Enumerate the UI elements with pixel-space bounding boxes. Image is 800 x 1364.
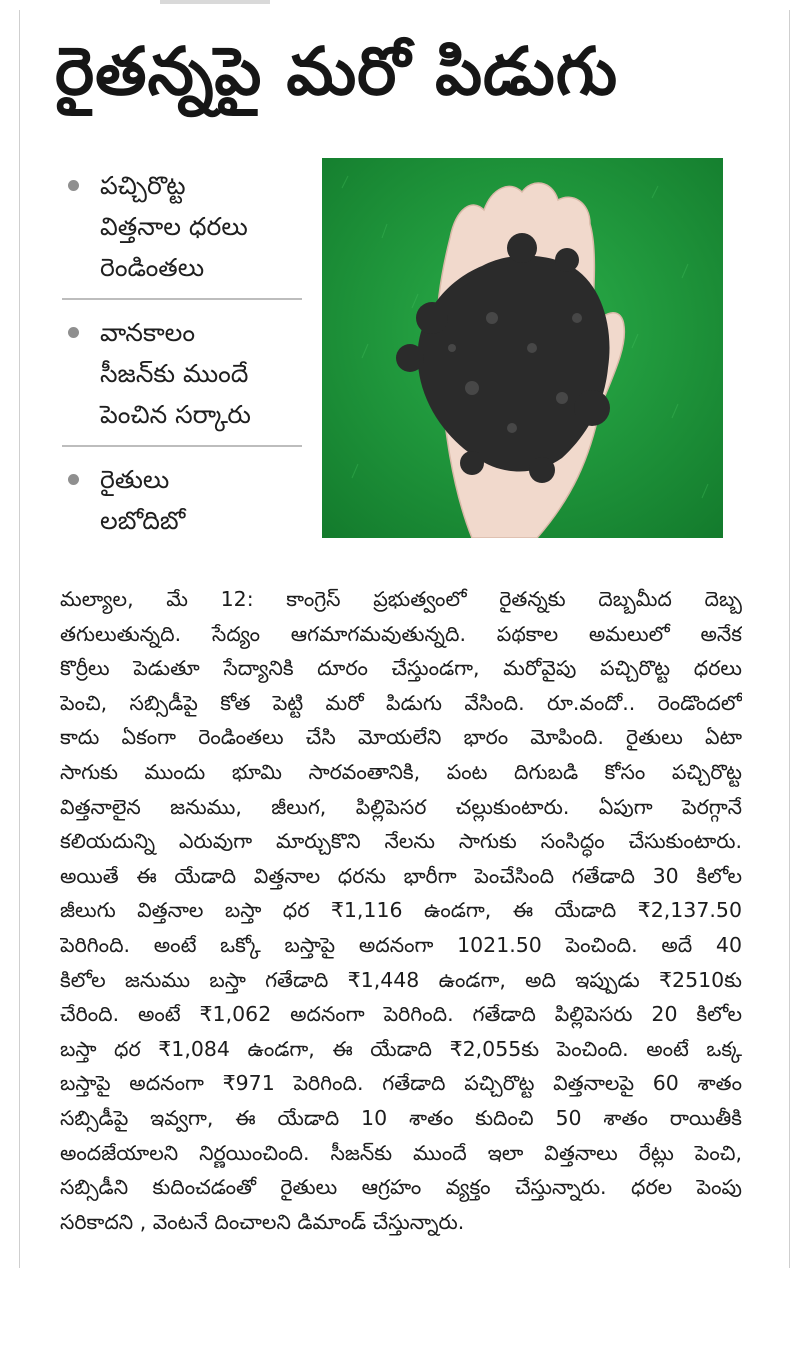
right-column-rule (789, 10, 790, 1268)
article-line: పెంచి, సబ్సిడీపై కోత పెట్టి మరో పిడుగు వేసింది. రూ.వందో.. రెండొందలో (60, 690, 742, 715)
article-line: బస్తా ధర ₹1,084 ఉండగా, ఈ యేడాది ₹2,055కు పెంచింది. అంటే ఒక్క (60, 1036, 742, 1061)
highlight-text: పచ్చిరొట్ట విత్తనాల ధరలు రెండింతలు (100, 171, 248, 282)
bullet-dot-icon (68, 327, 79, 338)
top-cut-mark (160, 0, 270, 4)
article-line: సరికాదని , వెంటనే దించాలని డిమాండ్ చేస్తున్నారు. (60, 1209, 465, 1234)
article-line: విత్తనాలైన జనుము, జీలుగ, పిల్లిపెసర చల్లుకుంటారు. ఏపుగా పెరగ్గానే (60, 794, 742, 819)
article-line: అయితే ఈ యేడాది విత్తనాల ధరను భారీగా పెంచేసింది గతేడాది 30 కిలోల (60, 863, 742, 888)
article-line: మల్యాల, మే 12: కాంగ్రెస్ ప్రభుత్వంలో రైతన్నకు దెబ్బమీద దెబ్బ (60, 587, 742, 611)
highlight-item (62, 459, 302, 551)
article-line: కిలోల జనుము బస్తా గతేడాది ₹1,448 ఉండగా, అది ఇప్పుడు ₹2510కు (60, 967, 742, 992)
article-body (60, 582, 742, 1239)
highlights-list (62, 165, 302, 563)
soil-photo-illustration (322, 158, 723, 538)
article-line: బస్తాపై అదనంగా ₹971 పెరిగింది. గతేడాది పచ్చిరొట్ట విత్తనాలపై 60 శాతం (60, 1071, 742, 1096)
highlight-item (62, 312, 302, 447)
article-line: అందజేయాలని నిర్ణయించింది. సీజన్‌కు ముందే ఇలా విత్తనాలు రేట్లు పెంచి, (60, 1140, 742, 1165)
article-line: పెరిగింది. అంటే ఒక్కో బస్తాపై అదనంగా 1021.50 పెంచింది. అదే 40 (60, 932, 742, 957)
article-line: కొర్రీలు పెడుతూ సేద్యానికి దూరం చేస్తుండగా, మరోవైపు పచ్చిరొట్ట ధరలు (60, 656, 742, 681)
bullet-dot-icon (68, 180, 79, 191)
highlight-text: వానకాలం సీజన్‌కు ముందే పెంచిన సర్కారు (100, 318, 251, 429)
bullet-dot-icon (68, 474, 79, 485)
left-column-rule (19, 10, 20, 1268)
article-line: కాదు ఏకంగా రెండింతలు చేసి మోయలేని భారం మోపింది. రైతులు ఏటా (60, 725, 742, 750)
article-line: జీలుగు విత్తనాల బస్తా ధర ₹1,116 ఉండగా, ఈ యేడాది ₹2,137.50 (60, 898, 742, 923)
article-line: సాగుకు ముందు భూమి సారవంతానికి, పంట దిగుబడి కోసం పచ్చిరొట్ట (60, 759, 742, 784)
article-line: తగులుతున్నది. సేద్యం ఆగమాగమవుతున్నది. పథకాల అమలులో అనేక (60, 621, 742, 646)
article-headline: రైతన్నపై మరో పిడుగు (55, 33, 619, 110)
article-line: కలియదున్ని ఎరువుగా మార్చుకొని నేలను సాగుకు సంసిద్ధం చేసుకుంటారు. (60, 829, 742, 854)
article-line: సబ్సిడీపై ఇవ్వగా, ఈ యేడాది 10 శాతం కుదించి 50 శాతం రాయితీకి (60, 1105, 742, 1130)
hand-holding-soil-photo (322, 158, 723, 538)
highlight-item (62, 165, 302, 300)
article-line: సబ్సిడీని కుదించడంతో రైతులు ఆగ్రహం వ్యక్తం చేస్తున్నారు. ధరల పెంపు (60, 1175, 742, 1200)
highlight-text: రైతులు లబోదిబో (100, 465, 186, 535)
article-line: చేరింది. అంటే ₹1,062 అదనంగా పెరిగింది. గతేడాది పిల్లిపెసరు 20 కిలోల (60, 1002, 742, 1027)
